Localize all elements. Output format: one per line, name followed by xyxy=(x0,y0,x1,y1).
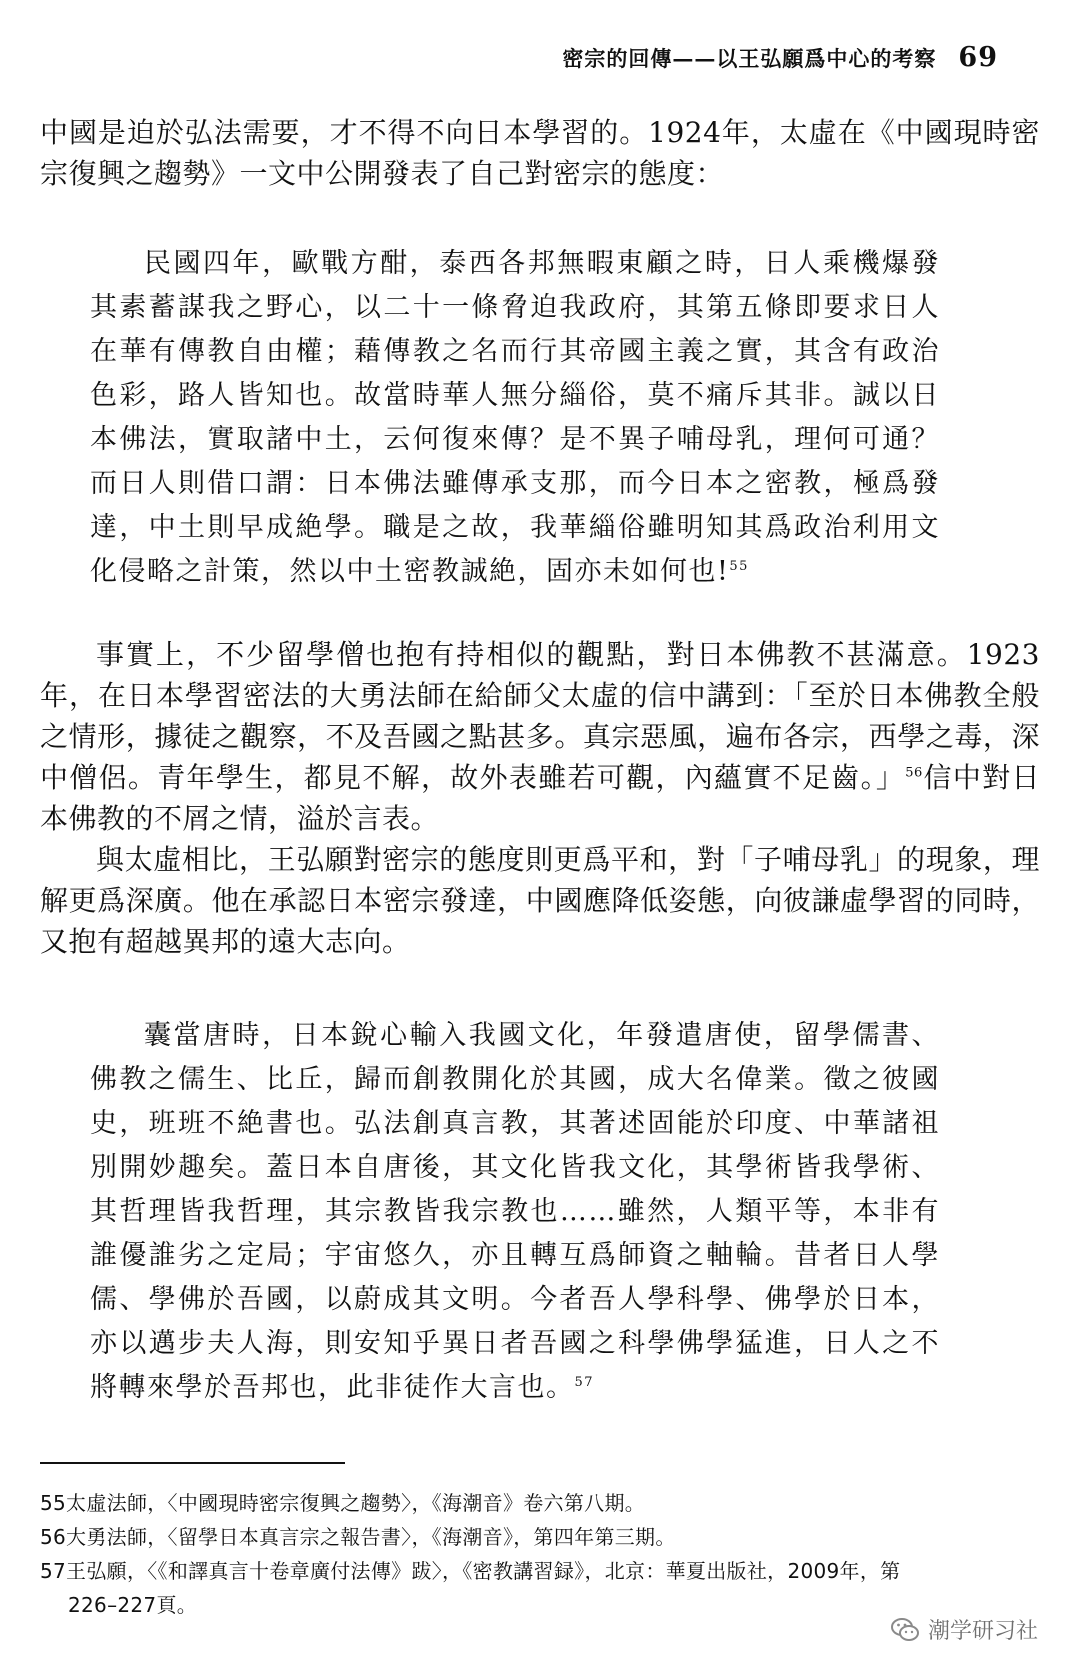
paragraph-1-block xyxy=(40,112,1040,194)
footnote-57: 57王弘願，〈《和譯真言十卷章廣付法傳》跋〉，《密教講習録》，北京：華夏出版社，2009年，第 xyxy=(40,1559,901,1583)
footnote-55: 55太虛法師，〈中國現時密宗復興之趨勢〉，《海潮音》卷六第八期。 xyxy=(40,1491,646,1515)
footnote-ref-56: 56 xyxy=(905,765,923,781)
paragraph-1: 中國是迫於弘法需要，才不得不向日本學習的。1924年，太虛在《中國現時密宗復興之趨勢》一文中公開發表了自己對密宗的態度： xyxy=(40,116,1040,190)
footnote-57-continued: 226–227頁。 xyxy=(68,1593,198,1617)
page-number: 69 xyxy=(958,42,998,73)
footnotes xyxy=(40,1486,1040,1622)
quote-2-body: 囊當唐時，日本銳心輸入我國文化，年發遣唐使，留學儒書、佛教之儒生、比丘，歸而創教開化於其國，成大名偉業。徵之彼國史，班班不絶書也。弘法創真言教，其著述固能於印度、中華諸祖別開妙趣矣。蓋日本自唐後，其文化皆我文化，其學術皆我學術、其哲理皆我哲理，其宗教皆我宗教也……雖然，人類平等，本非有誰優誰劣之定局；宇宙悠久，亦且轉互爲師資之軸輪。昔者日人學儒、學佛於吾國，以蔚成其文明。今者吾人學科學、佛學於日本，亦以邁步夫人海，則安知乎異日者吾國之科學佛學猛進，日人之不將轉來學於吾邦也，此非徒作大言也。 xyxy=(90,1020,940,1403)
running-title: 密宗的回傳——以王弘願爲中心的考察 xyxy=(562,46,937,71)
quote-2-text xyxy=(90,1014,940,1410)
block-quote-1 xyxy=(90,242,940,594)
paragraph-2-block xyxy=(40,634,1040,962)
block-quote-2 xyxy=(90,1014,940,1410)
quote-1-body: 民國四年，歐戰方酣，泰西各邦無暇東顧之時，日人乘機爆發其素蓄謀我之野心，以二十一條脅迫我政府，其第五條即要求日人在華有傳教自由權；藉傳教之名而行其帝國主義之實，其含有政治色彩，路人皆知也。故當時華人無分緇俗，莫不痛斥其非。誠以日本佛法，實取諸中土，云何復來傳？是不異子哺母乳，理何可通？而日人則借口謂：日本佛法雖傳承支那，而今日本之密教，極爲發達，中土則早成絶學。職是之故，我華緇俗雖明知其爲政治利用文化侵略之計策，然以中土密教誠絶，固亦未如何也! xyxy=(90,248,940,587)
paragraph-2-tail: 信中對日本佛教的不屑之情，溢於言表。 xyxy=(40,761,1040,835)
wechat-icon xyxy=(890,1616,920,1644)
running-header xyxy=(562,42,998,73)
watermark-text: 潮学研习社 xyxy=(927,1619,1038,1644)
footnote-divider xyxy=(40,1462,345,1464)
quote-1-text xyxy=(90,242,940,594)
footnote-ref-57: 57 xyxy=(574,1375,595,1390)
footnote-ref-55: 55 xyxy=(729,559,749,574)
watermark xyxy=(890,1614,1038,1645)
paragraph-2 xyxy=(40,634,1040,839)
paragraph-2-body: 事實上，不少留學僧也抱有持相似的觀點，對日本佛教不甚滿意。1923年，在日本學習密法的大勇法師在給師父太虛的信中講到：「至於日本佛教全般之情形，據徒之觀察，不及吾國之點甚多。真宗惡風，遍布各宗，西學之毒，深中僧侶。青年學生，都見不解，故外表雖若可觀，內蘊實不足齒。」 xyxy=(40,638,1040,794)
footnote-56: 56大勇法師，〈留學日本真言宗之報告書〉，《海潮音》，第四年第三期。 xyxy=(40,1525,676,1549)
paragraph-3: 與太虛相比，王弘願對密宗的態度則更爲平和，對「子哺母乳」的現象，理解更爲深廣。他在承認日本密宗發達，中國應降低姿態，向彼謙虛學習的同時，又抱有超越異邦的遠大志向。 xyxy=(40,843,1040,958)
